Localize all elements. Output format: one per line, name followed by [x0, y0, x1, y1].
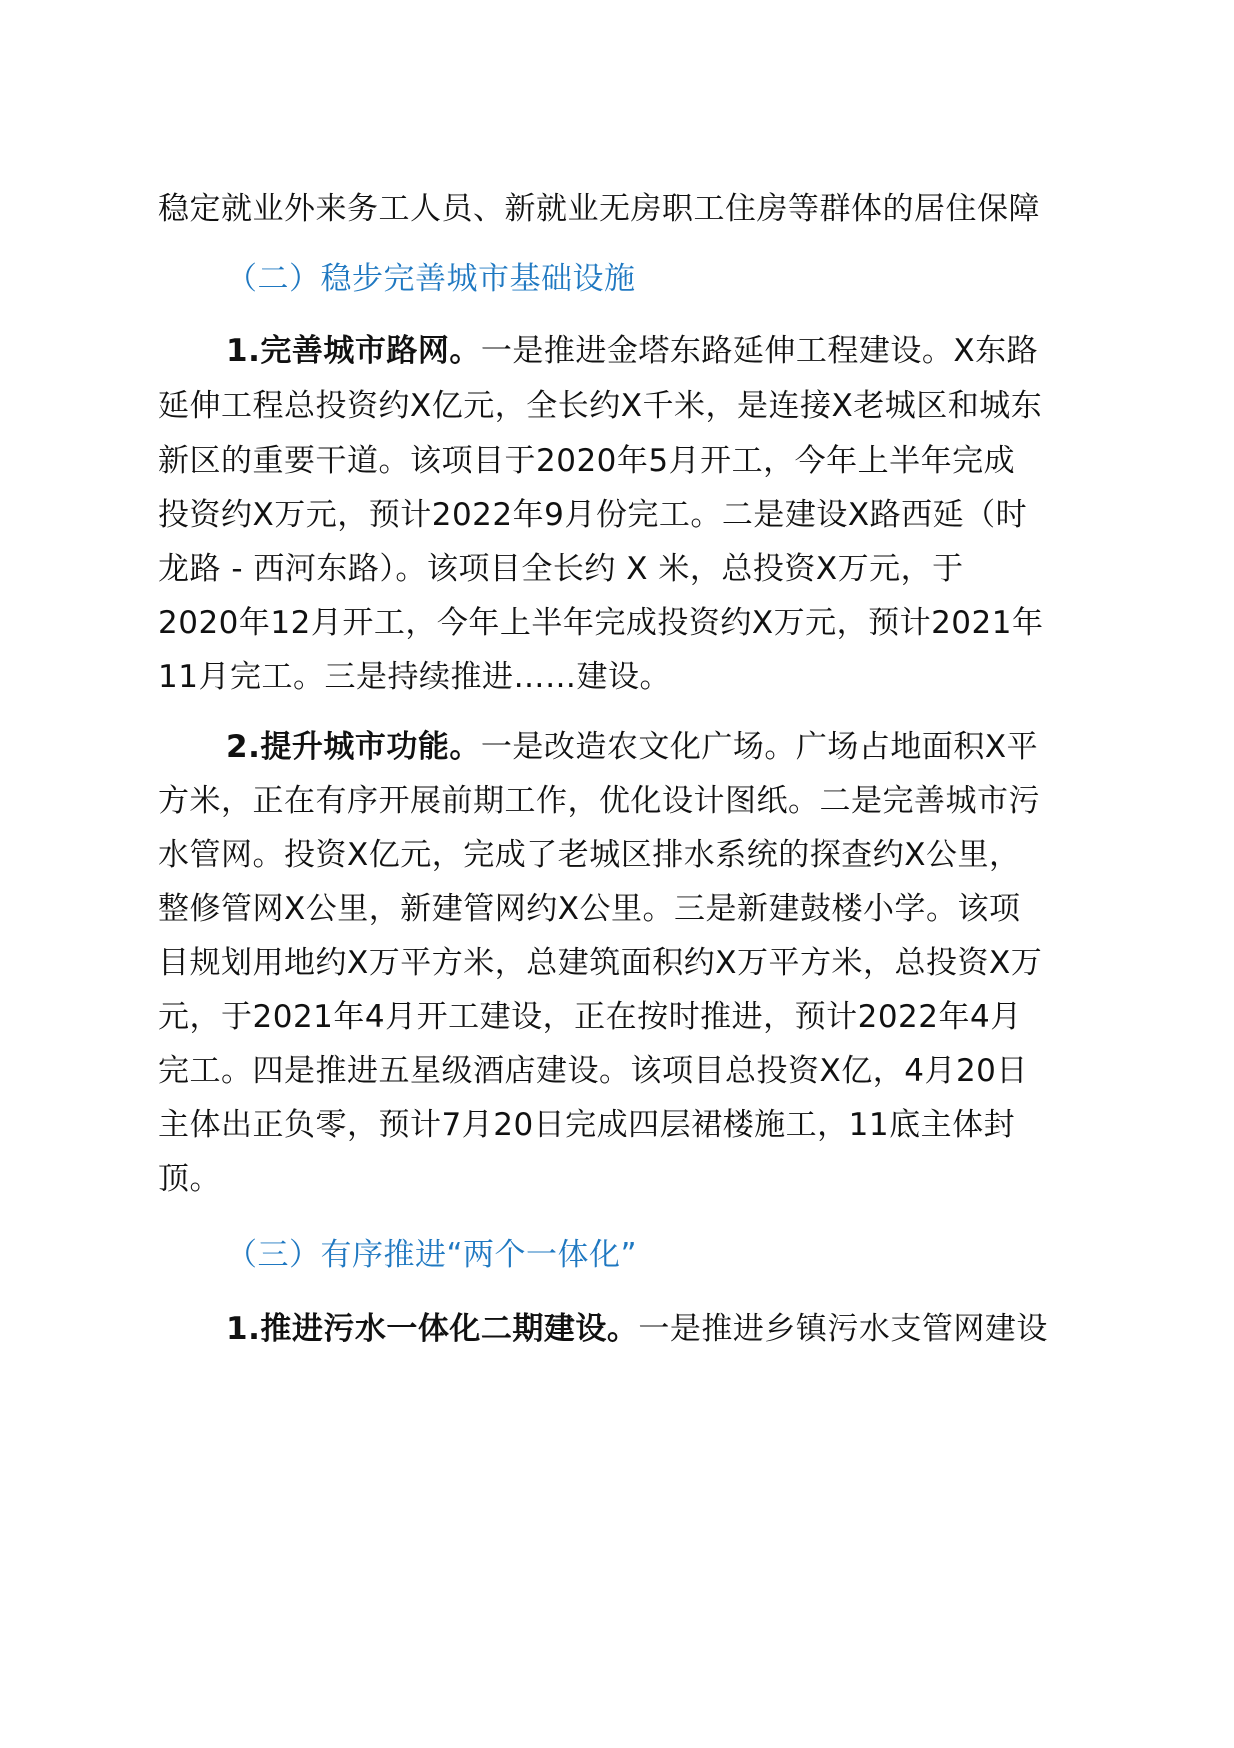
paragraph-line: 2020年12月开工，今年上半年完成投资约X万元，预计2021年 [158, 605, 1044, 641]
paragraph-line: 投资约X万元，预计2022年9月份完工。二是建设X路西延（时 [158, 497, 1028, 533]
paragraph-lead: 1.推进污水一体化二期建设。 [226, 1311, 639, 1347]
paragraph-text: 一是改造农文化广场。广场占地面积X平 [480, 729, 1039, 765]
text-line: 稳定就业外来务工人员、新就业无房职工住房等群体的居住保障 [158, 191, 1040, 227]
paragraph-line: 主体出正负零，预计7月20日完成四层裙楼施工，11底主体封 [158, 1107, 1016, 1143]
paragraph-line [226, 330, 1038, 372]
paragraph-lead: 1.完善城市路网。 [226, 333, 481, 369]
paragraph-line [226, 1308, 1048, 1350]
paragraph-line: 元，于2021年4月开工建设，正在按时推进，预计2022年4月 [158, 999, 1022, 1035]
section-heading: （三）有序推进“两个一体化” [226, 1237, 638, 1273]
paragraph-line: 延伸工程总投资约X亿元，全长约X千米，是连接X老城区和城东 [158, 388, 1043, 424]
paragraph-text: 一是推进乡镇污水支管网建设 [638, 1311, 1048, 1347]
paragraph-line: 水管网。投资X亿元，完成了老城区排水系统的探查约X公里， [158, 837, 1021, 873]
paragraph-line [226, 726, 1038, 768]
paragraph-line: 目规划用地约X万平方米，总建筑面积约X万平方米，总投资X万 [158, 945, 1043, 981]
paragraph-line: 龙路 - 西河东路）。该项目全长约 X 米，总投资X万元，于 [158, 551, 964, 587]
paragraph-line: 11月完工。三是持续推进……建设。 [158, 659, 671, 695]
section-heading: （二）稳步完善城市基础设施 [226, 261, 636, 297]
paragraph-text: 一是推进金塔东路延伸工程建设。X东路 [480, 333, 1039, 369]
paragraph-line: 新区的重要干道。该项目于2020年5月开工，今年上半年完成 [158, 443, 1016, 479]
paragraph-line: 方米，正在有序开展前期工作，优化设计图纸。二是完善城市污 [158, 783, 1040, 819]
paragraph-lead: 2.提升城市功能。 [226, 729, 481, 765]
paragraph-line: 完工。四是推进五星级酒店建设。该项目总投资X亿，4月20日 [158, 1053, 1028, 1089]
paragraph-line: 整修管网X公里，新建管网约X公里。三是新建鼓楼小学。该项 [158, 891, 1021, 927]
paragraph-line: 顶。 [158, 1161, 221, 1197]
